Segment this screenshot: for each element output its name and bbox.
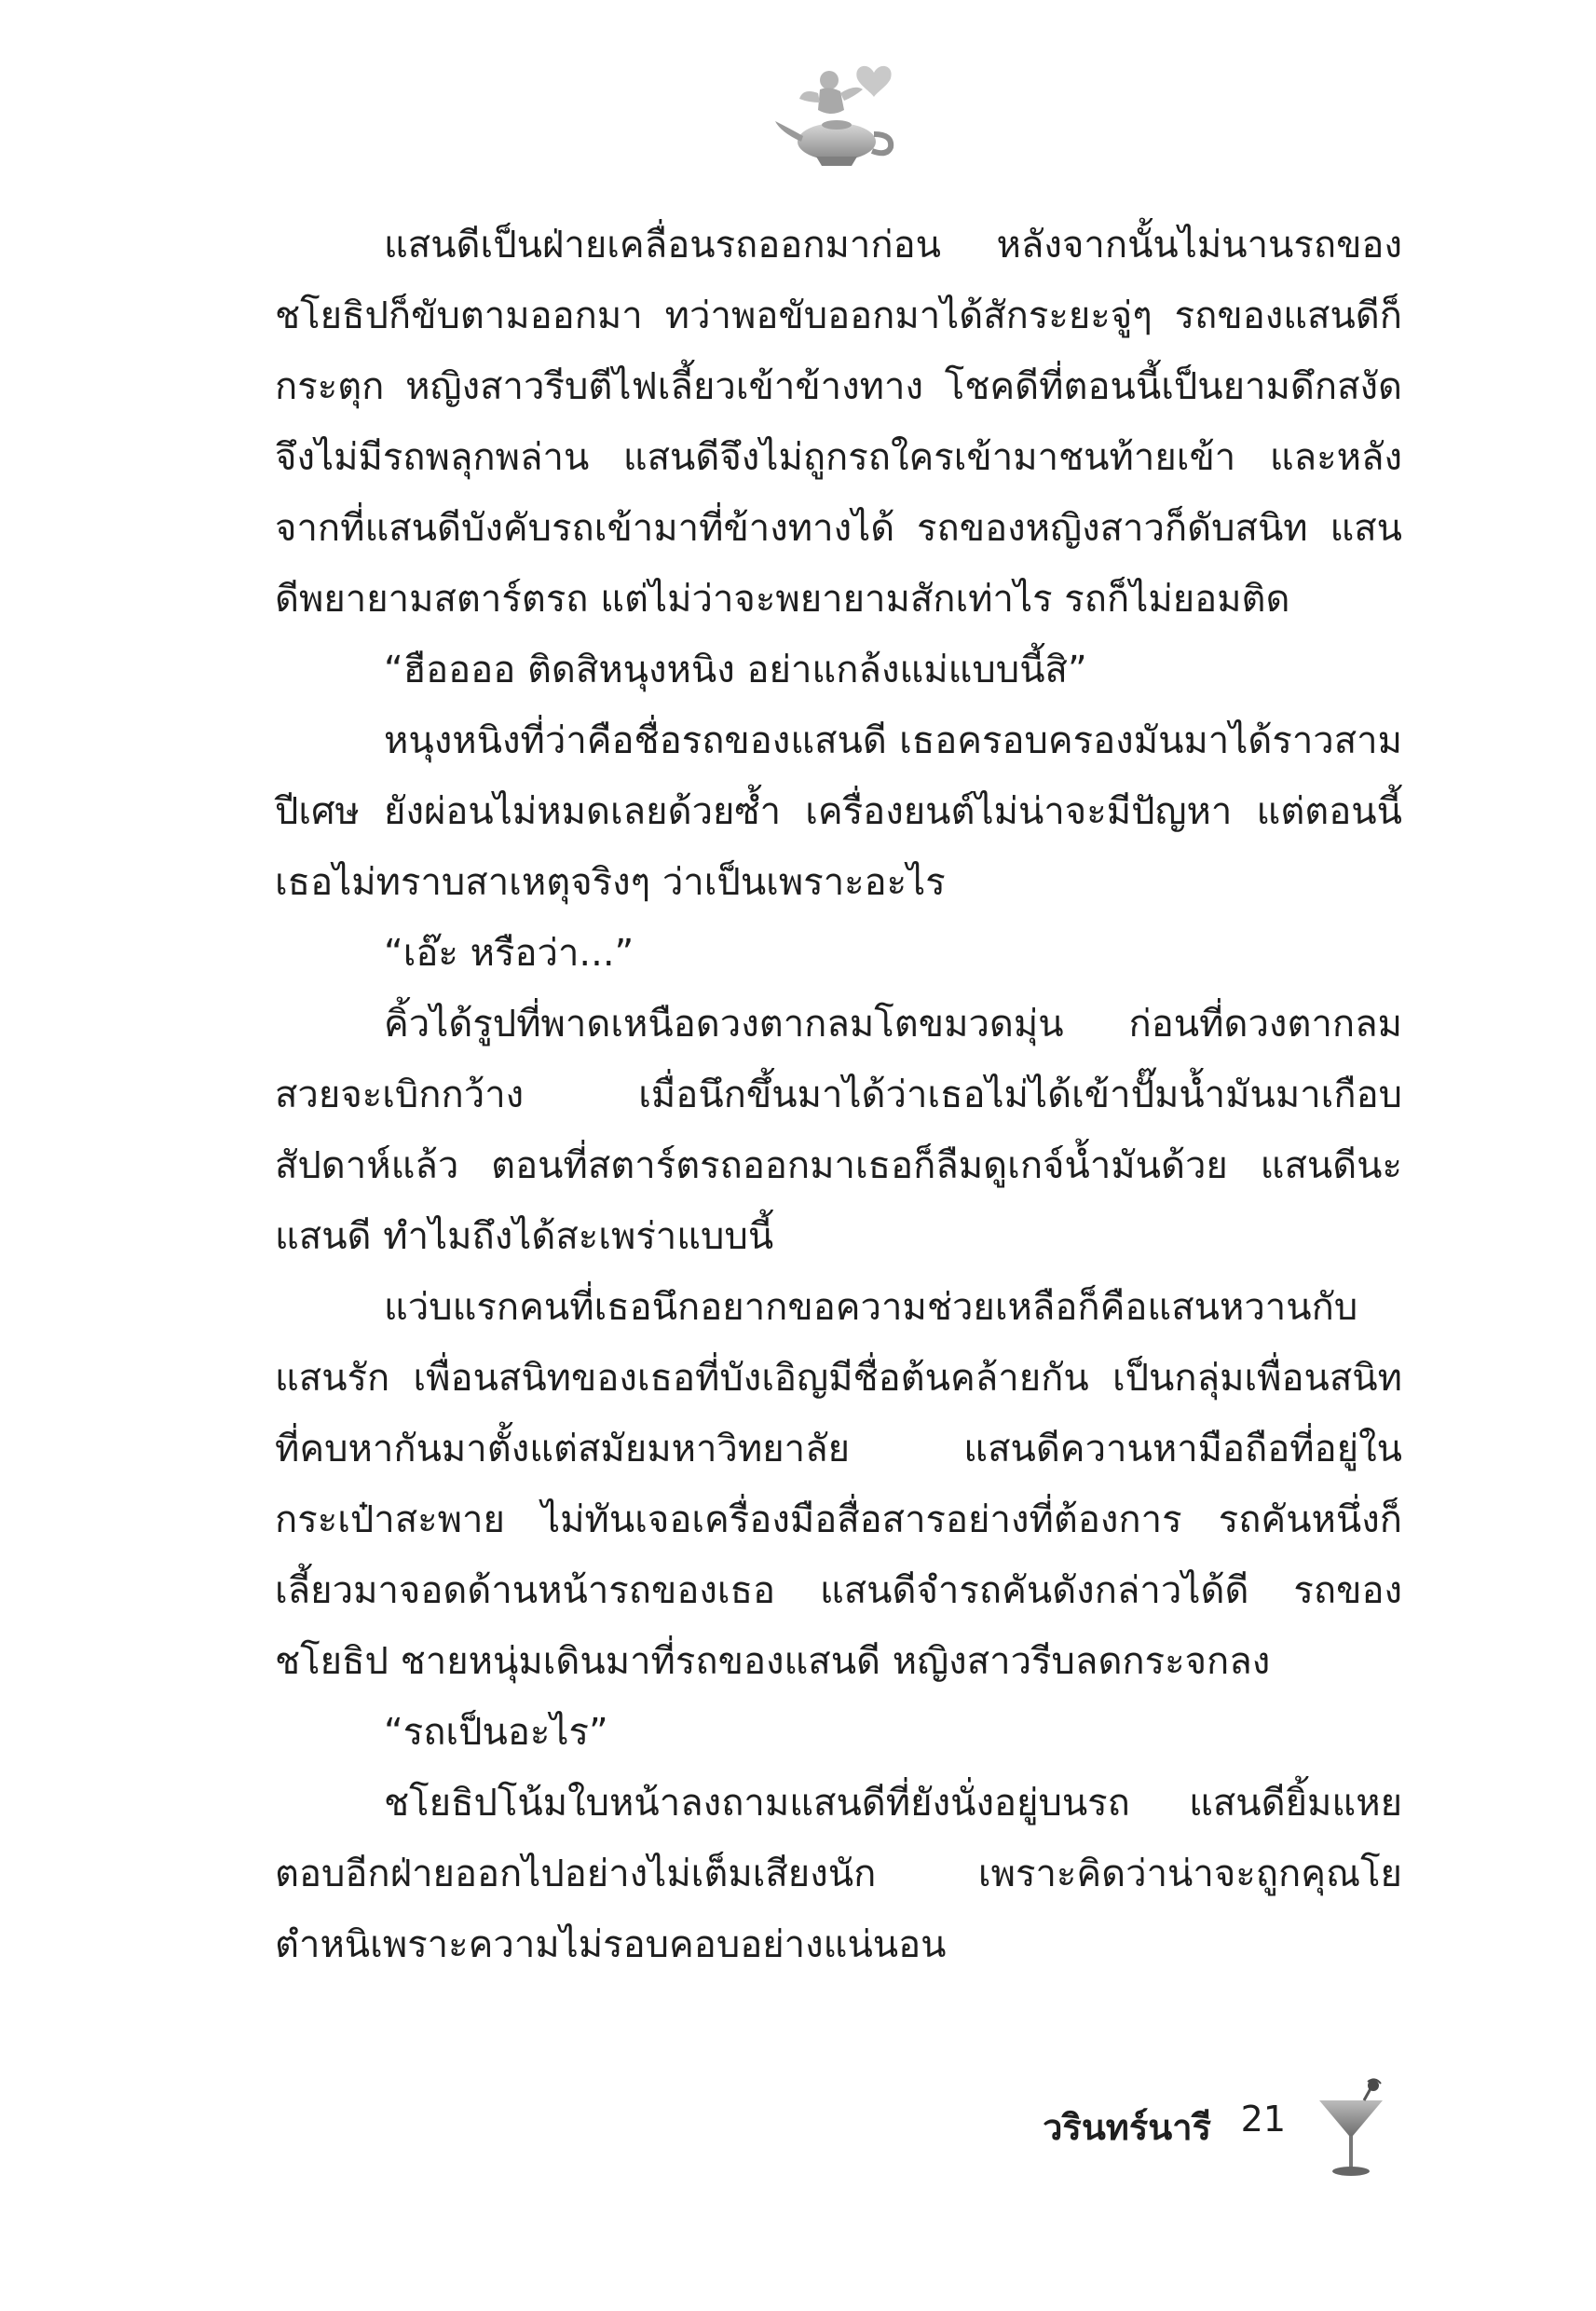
page-number: 21: [1240, 2099, 1286, 2140]
cocktail-glass-icon: [1314, 2078, 1388, 2181]
dialogue-line: “รถเป็นอะไร”: [384, 1711, 608, 1754]
paragraph: คิ้วได้รูปที่พาดเหนือดวงตากลมโตขมวดมุ่น ก่อนที่ดวงตากลมสวยจะเบิกกว้าง เมื่อนึกขึ้นมาได้ว่าเธอไม่ได้เข้าปั๊มน้ำมันมาเกือบสัปดาห์แล้ว ตอนที่สตาร์ตรถออกมาเธอก็ลืมดูเกจ์น้ำมันด้วย แสนดีนะแสนดี ทำไมถึงได้สะเพร่าแบบนี้: [275, 1003, 1402, 1258]
dialogue-line: “ฮืออออ ติดสิหนุงหนิง อย่าแกล้งแม่แบบนี้สิ”: [384, 649, 1087, 691]
paragraph: แว่บแรกคนที่เธอนึกอยากขอความช่วยเหลือก็คือแสนหวานกับแสนรัก เพื่อนสนิทของเธอที่บังเอิญมีชื่อต้นคล้ายกัน เป็นกลุ่มเพื่อนสนิทที่คบหากันมาตั้งแต่สมัยมหาวิทยาลัย แสนดีควานหามือถือที่อยู่ในกระเป๋าสะพาย ไม่ทันเจอเครื่องมือสื่อสารอย่างที่ต้องการ รถคันหนึ่งก็เลี้ยวมาจอดด้านหน้ารถของเธอ แสนดีจำรถคันดังกล่าวได้ดี รถของชโยธิป ชายหนุ่มเดินมาที่รถของแสนดี หญิงสาวรีบลดกระจกลง: [275, 1286, 1402, 1683]
page-footer: [1043, 2078, 1425, 2190]
paragraph: หนุงหนิงที่ว่าคือชื่อรถของแสนดี เธอครอบครองมันมาได้ราวสามปีเศษ ยังผ่อนไม่หมดเลยด้วยซ้ำ เครื่องยนต์ไม่น่าจะมีปัญหา แต่ตอนนี้เธอไม่ทราบสาเหตุจริงๆ ว่าเป็นเพราะอะไร: [275, 719, 1402, 904]
cupid-teapot-ornament-icon: [764, 56, 904, 177]
chapter-body: [275, 210, 1402, 1980]
paragraph: ชโยธิปโน้มใบหน้าลงถามแสนดีที่ยังนั่งอยู่บนรถ แสนดียิ้มแหยตอบอีกฝ่ายออกไปอย่างไม่เต็มเสียงนัก เพราะคิดว่าน่าจะถูกคุณโยตำหนิเพราะความไม่รอบคอบอย่างแน่นอน: [275, 1782, 1402, 1966]
book-title: วรินทร์นารี: [1043, 2107, 1211, 2148]
paragraph: แสนดีเป็นฝ่ายเคลื่อนรถออกมาก่อน หลังจากนั้นไม่นานรถของชโยธิปก็ขับตามออกมา ทว่าพอขับออกมาได้สักระยะจู่ๆ รถของแสนดีก็กระตุก หญิงสาวรีบตีไฟเลี้ยวเข้าข้างทาง โชคดีที่ตอนนี้เป็นยามดึกสงัดจึงไม่มีรถพลุกพล่าน แสนดีจึงไม่ถูกรถใครเข้ามาชนท้ายเข้า และหลังจากที่แสนดีบังคับรถเข้ามาที่ข้างทางได้ รถของหญิงสาวก็ดับสนิท แสนดีพยายามสตาร์ตรถ แต่ไม่ว่าจะพยายามสักเท่าไร รถก็ไม่ยอมติด: [275, 224, 1402, 621]
dialogue-line: “เอ๊ะ หรือว่า...”: [384, 932, 634, 975]
